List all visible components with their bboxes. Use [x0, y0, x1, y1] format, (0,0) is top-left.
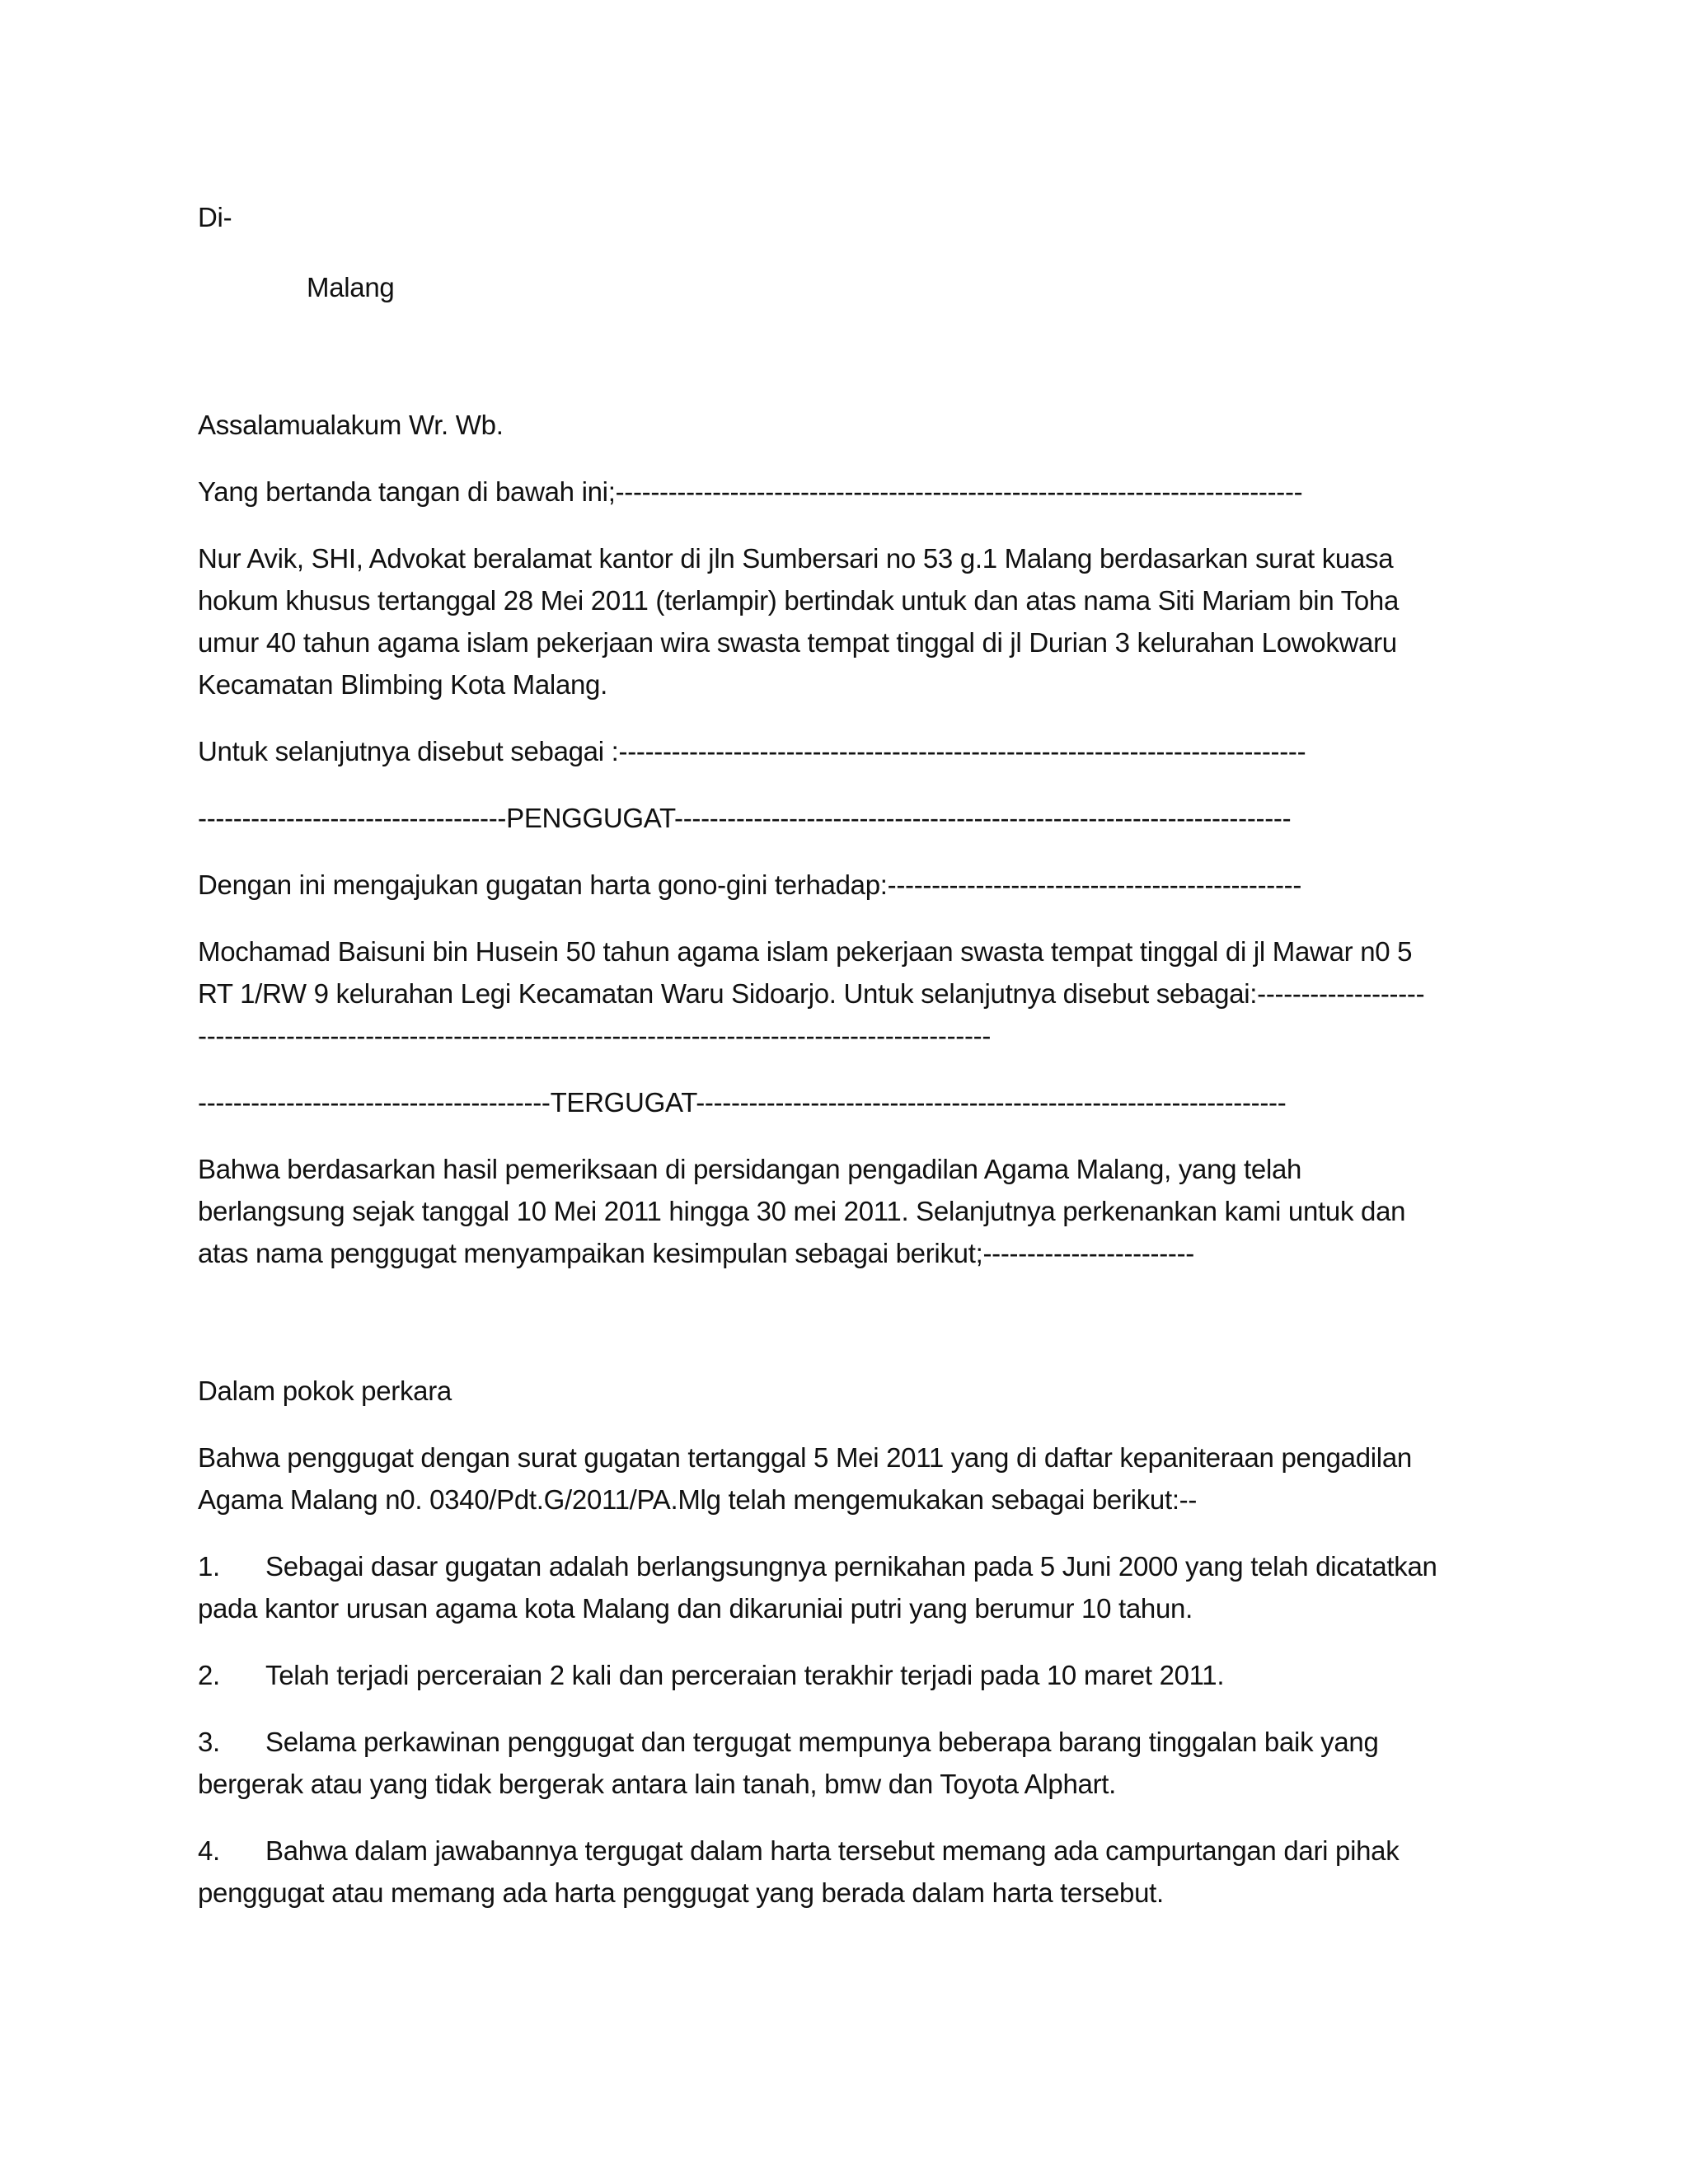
point-item — [198, 1830, 1492, 1914]
section-title: Dalam pokok perkara — [198, 1376, 452, 1406]
representative-line: umur 40 tahun agama islam pekerjaan wira swasta tempat tinggal di jl Durian 3 kelurahan Lowokwaru — [198, 627, 1397, 658]
point-text: pada kantor urusan agama kota Malang dan dikaruniai putri yang berumur 10 tahun. — [198, 1593, 1193, 1624]
point-item — [198, 1545, 1492, 1629]
point-number: 4. — [198, 1835, 220, 1866]
defendant-line: RT 1/RW 9 kelurahan Legi Kecamatan Waru Sidoarjo. Untuk selanjutnya disebut sebagai:------------------- — [198, 978, 1425, 1009]
addressee-city: Malang — [307, 272, 395, 302]
point-number: 3. — [198, 1727, 220, 1757]
point-number: 2. — [198, 1660, 220, 1690]
point-item — [198, 1654, 1492, 1696]
representative-line: Kecamatan Blimbing Kota Malang. — [198, 669, 607, 700]
lawsuit-intro: Dengan ini mengajukan gugatan harta gono-gini terhadap:----------------------------------------------- — [198, 869, 1302, 900]
point-text: bergerak atau yang tidak bergerak antara lain tanah, bmw dan Toyota Alphart. — [198, 1769, 1116, 1799]
case-paragraph — [198, 1436, 1492, 1521]
point-text: Telah terjadi perceraian 2 kali dan perceraian terakhir terjadi pada 10 maret 2011. — [265, 1660, 1225, 1690]
conclusion-line: berlangsung sejak tanggal 10 Mei 2011 hingga 30 mei 2011. Selanjutnya perkenankan kami untuk dan — [198, 1196, 1406, 1226]
plaintiff-intro: Untuk selanjutnya disebut sebagai :------------------------------------------------------------------------------ — [198, 736, 1306, 766]
defendant-line: Mochamad Baisuni bin Husein 50 tahun agama islam pekerjaan swasta tempat tinggal di jl Mawar n0 5 — [198, 936, 1413, 967]
letter-body — [198, 196, 1492, 1914]
point-text: Selama perkawinan penggugat dan tergugat mempunya beberapa barang tinggalan baik yang — [265, 1727, 1379, 1757]
point-text: penggugat atau memang ada harta penggugat yang berada dalam harta tersebut. — [198, 1877, 1164, 1908]
conclusion-line: atas nama penggugat menyampaikan kesimpulan sebagai berikut;------------------------ — [198, 1238, 1194, 1268]
addressee-di: Di- — [198, 202, 232, 232]
point-text: Bahwa dalam jawabannya tergugat dalam harta tersebut memang ada campurtangan dari pihak — [265, 1835, 1400, 1866]
point-item — [198, 1721, 1492, 1805]
representative-paragraph — [198, 537, 1492, 705]
defendant-label: ----------------------------------------TERGUGAT------------------------------------------------------------------- — [198, 1087, 1287, 1118]
plaintiff-label: -----------------------------------PENGGUGAT---------------------------------------------------------------------- — [198, 803, 1292, 833]
point-text: Sebagai dasar gugatan adalah berlangsungnya pernikahan pada 5 Juni 2000 yang telah dicatatkan — [265, 1551, 1437, 1582]
signer-intro: Yang bertanda tangan di bawah ini;------------------------------------------------------------------------------ — [198, 476, 1303, 507]
greeting: Assalamualakum Wr. Wb. — [198, 410, 504, 440]
point-number: 1. — [198, 1551, 220, 1582]
conclusion-paragraph — [198, 1148, 1492, 1274]
defendant-line: ------------------------------------------------------------------------------------------ — [198, 1020, 992, 1051]
case-line: Bahwa penggugat dengan surat gugatan tertanggal 5 Mei 2011 yang di daftar kepaniteraan pengadilan — [198, 1442, 1412, 1473]
defendant-paragraph — [198, 930, 1492, 1057]
representative-line: hokum khusus tertanggal 28 Mei 2011 (terlampir) bertindak untuk dan atas nama Siti Mariam bin Toha — [198, 585, 1400, 616]
case-line: Agama Malang n0. 0340/Pdt.G/2011/PA.Mlg telah mengemukakan sebagai berikut:-- — [198, 1484, 1198, 1515]
conclusion-line: Bahwa berdasarkan hasil pemeriksaan di persidangan pengadilan Agama Malang, yang telah — [198, 1154, 1302, 1184]
representative-line: Nur Avik, SHI, Advokat beralamat kantor di jln Sumbersari no 53 g.1 Malang berdasarkan surat kuasa — [198, 543, 1394, 574]
